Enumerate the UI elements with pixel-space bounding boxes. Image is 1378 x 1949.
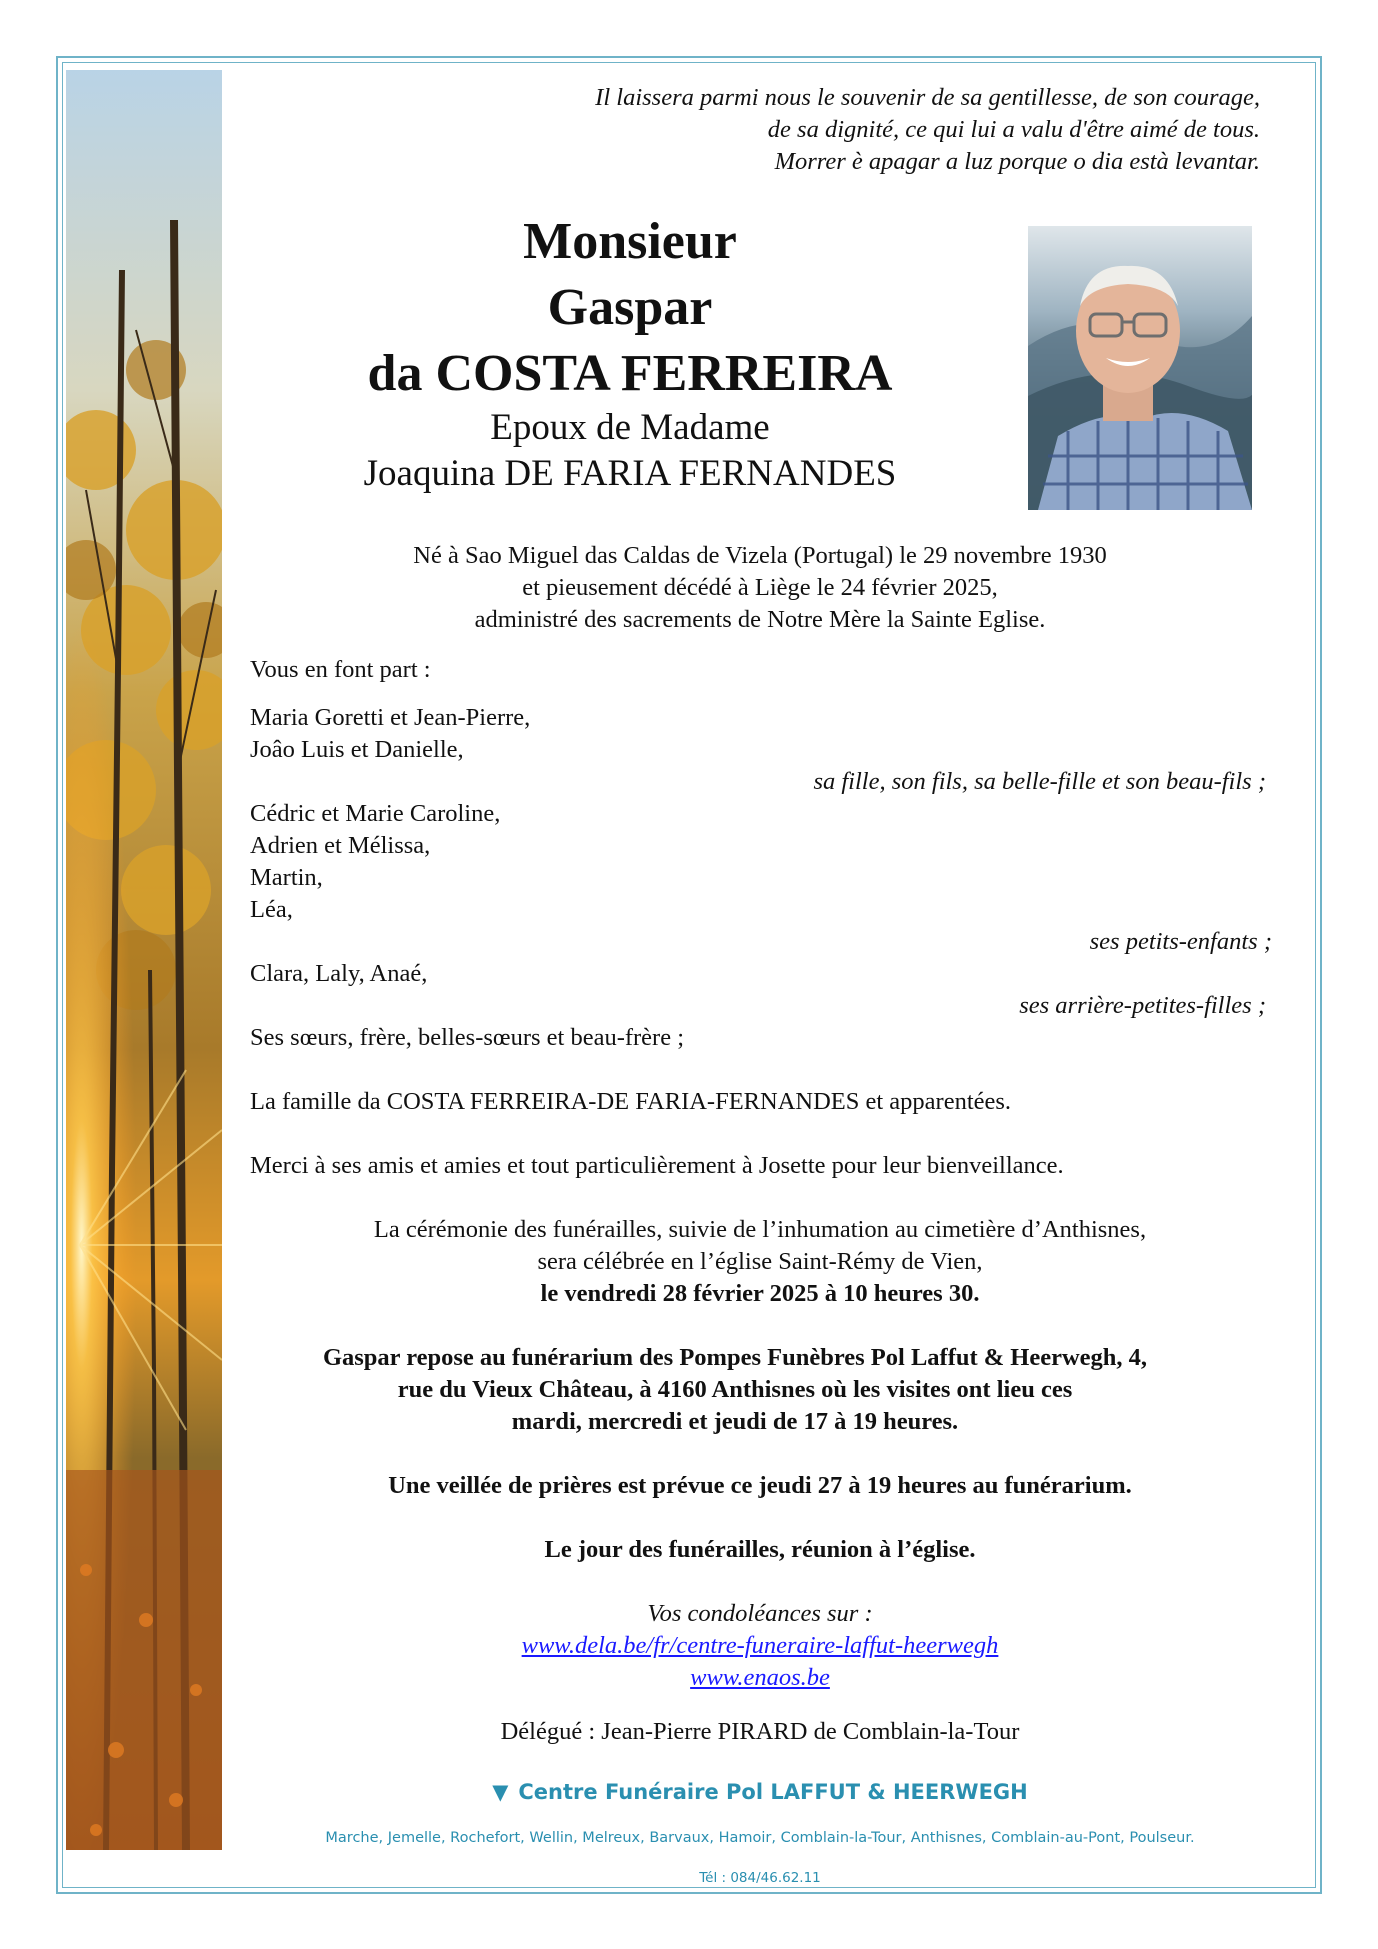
birth-death (260, 540, 1260, 636)
children-1: Maria Goretti et Jean-Pierre, (250, 704, 531, 731)
great-grandchildren: Clara, Laly, Anaé, (250, 960, 428, 987)
autumn-forest-image (66, 70, 222, 1850)
last-name: da COSTA FERREIRA (367, 345, 893, 402)
grandchild-1: Cédric et Marie Caroline, (250, 800, 501, 827)
ceremony-line-2: sera célébrée en l’église Saint-Rémy de Vien, (537, 1248, 983, 1275)
thanks: Merci à ses amis et amies et tout particulièrement à Josette pour leur bienveillance. (250, 1152, 1064, 1179)
quote-line-3: Morrer è apagar a luz porque o dia està levantar. (774, 148, 1260, 175)
meeting: Le jour des funérailles, réunion à l’église. (544, 1536, 976, 1563)
condolences-link-enaos[interactable]: www.enaos.be (690, 1664, 830, 1691)
children-relation: sa fille, son fils, sa belle-fille et son beau-fils ; (813, 768, 1266, 795)
first-name: Gaspar (547, 279, 713, 336)
portrait-photo (1028, 226, 1252, 510)
family-intro: Vous en font part : (250, 656, 431, 683)
condolences-label: Vos condoléances sur : (647, 1600, 873, 1627)
visits-line-2: rue du Vieux Château, à 4160 Anthisnes où les visites ont lieu ces (397, 1376, 1073, 1403)
footer-telephone: Tél : 084/46.62.11 (699, 1870, 821, 1886)
footer-brand (260, 1780, 1260, 1804)
death-line: et pieusement décédé à Liège le 24 février 2025, (522, 574, 998, 601)
footer-towns: Marche, Jemelle, Rochefort, Wellin, Melreux, Barvaux, Hamoir, Comblain-la-Tour, Anthisnes, Comblain-au-Pont, Poulseur. (325, 1830, 1195, 1846)
ceremony (260, 1214, 1260, 1310)
children-2: Joâo Luis et Danielle, (250, 736, 464, 763)
ceremony-line-1: La cérémonie des funérailles, suivie de l’inhumation au cimetière d’Anthisnes, (373, 1216, 1147, 1243)
grandchild-2: Adrien et Mélissa, (250, 832, 431, 859)
quote-line-1: Il laissera parmi nous le souvenir de sa gentillesse, de son courage, (595, 84, 1260, 111)
triangle-down-icon: ▼ (492, 1780, 509, 1804)
visits-line-3: mardi, mercredi et jeudi de 17 à 19 heures. (511, 1408, 959, 1435)
grandchild-3: Martin, (250, 864, 323, 891)
visits (230, 1342, 1240, 1438)
visits-line-1: Gaspar repose au funérarium des Pompes Funèbres Pol Laffut & Heerwegh, 4, (322, 1344, 1148, 1371)
vigil: Une veillée de prières est prévue ce jeudi 27 à 19 heures au funérarium. (388, 1472, 1132, 1499)
spouse-line-1: Epoux de Madame (490, 407, 770, 448)
family-line: La famille da COSTA FERREIRA-DE FARIA-FERNANDES et apparentées. (250, 1088, 1012, 1115)
birth-line: Né à Sao Miguel das Caldas de Vizela (Portugal) le 29 novembre 1930 (413, 542, 1107, 569)
great-grandchildren-relation: ses arrière-petites-filles ; (1019, 992, 1266, 1019)
condolences (260, 1598, 1260, 1694)
siblings: Ses sœurs, frère, belles-sœurs et beau-frère ; (250, 1024, 685, 1051)
quote-line-2: de sa dignité, ce qui lui a valu d'être aimé de tous. (767, 116, 1260, 143)
grandchild-4: Léa, (250, 896, 293, 923)
spouse-line-2: Joaquina DE FARIA FERNANDES (363, 453, 897, 494)
honorific: Monsieur (523, 213, 737, 270)
ceremony-date: le vendredi 28 février 2025 à 10 heures 30. (540, 1280, 980, 1307)
delegate: Délégué : Jean-Pierre PIRARD de Comblain-la-Tour (500, 1718, 1020, 1745)
opening-quote (360, 82, 1260, 178)
condolences-link-dela[interactable]: www.dela.be/fr/centre-funeraire-laffut-heerwegh (521, 1632, 999, 1659)
footer-brand-name: Centre Funéraire Pol LAFFUT & HEERWEGH (518, 1780, 1028, 1804)
grandchildren-relation: ses petits-enfants ; (1089, 928, 1272, 955)
sacraments-line: administré des sacrements de Notre Mère la Sainte Eglise. (474, 606, 1046, 633)
